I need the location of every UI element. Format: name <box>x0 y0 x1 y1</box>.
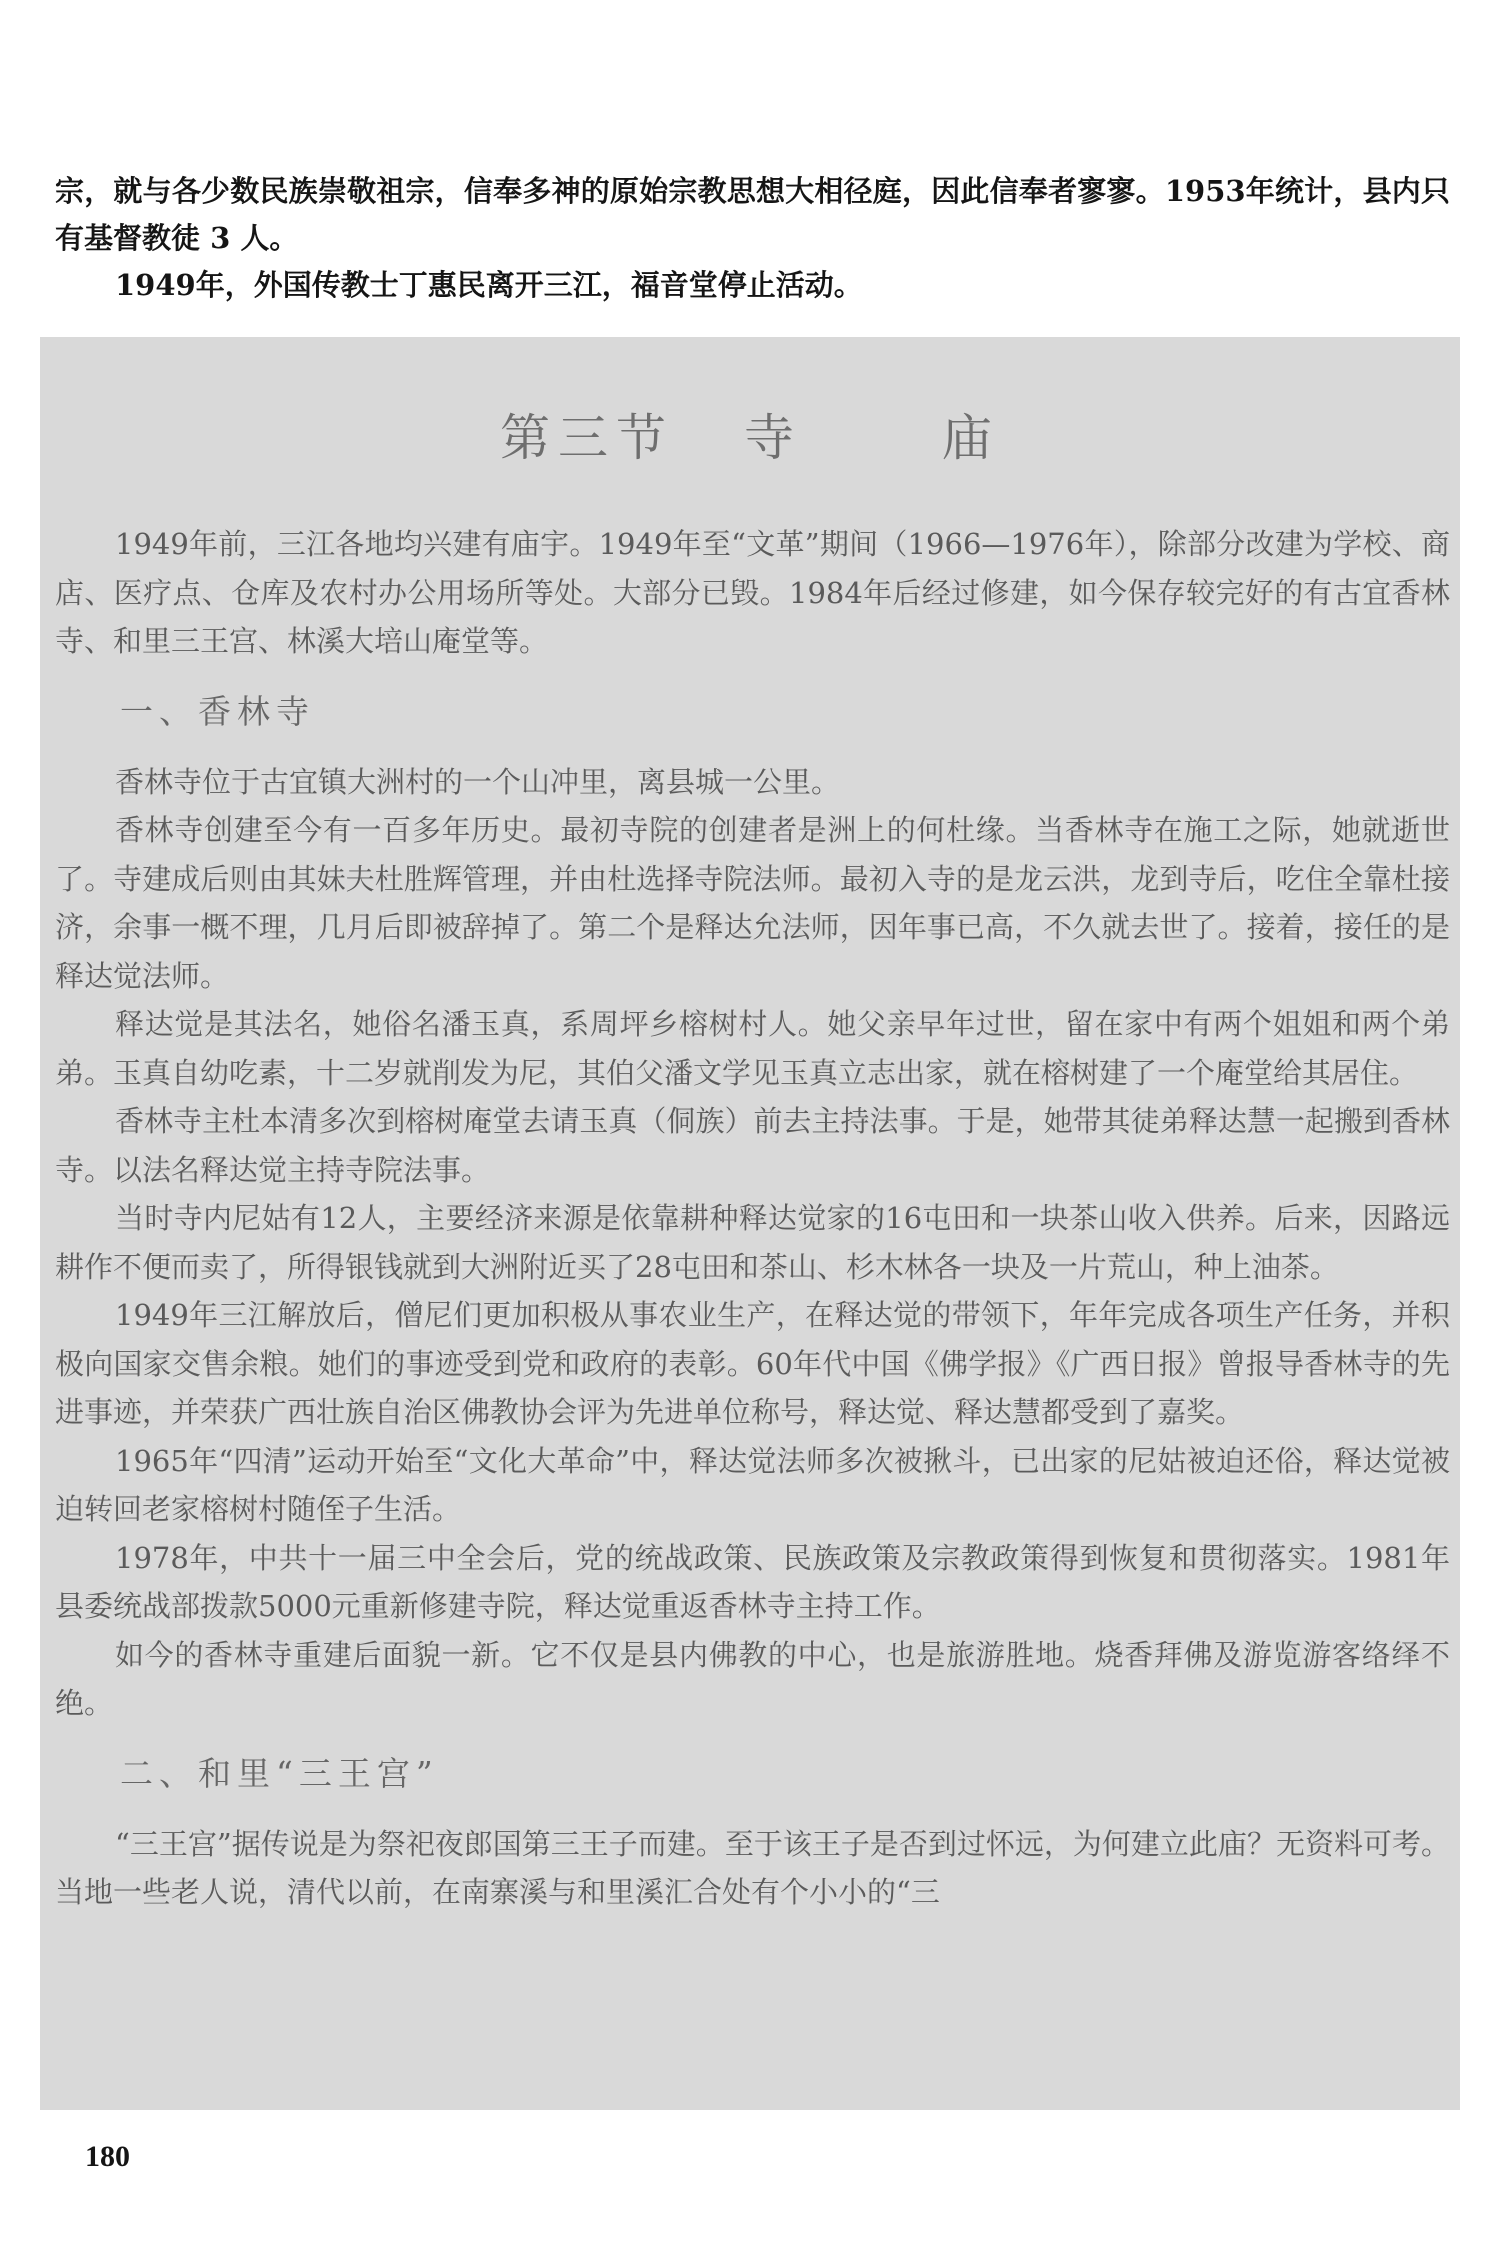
missionary-paragraph: 1949年，外国传教士丁惠民离开三江，福音堂停止活动。 <box>115 268 863 302</box>
paragraph: 1949年三江解放后，僧尼们更加积极从事农业生产，在释达觉的带领下，年年完成各项生产任务，并积极向国家交售余粮。她们的事迹受到党和政府的表彰。60年代中国《佛学报》《广西日报》曾报导香林寺的先进事迹，并荣获广西壮族自治区佛教协会评为先进单位称号，释达觉、释达慧都受到了嘉奖。 <box>55 1298 1450 1429</box>
subsection-heading-sanwang: 二、和里“三王宫” <box>120 1753 439 1793</box>
section-intro: 1949年前，三江各地均兴建有庙宇。1949年至“文革”期间（1966—1976年），除部分改建为学校、商店、医疗点、仓库及农村办公用场所等处。大部分已毁。1984年后经过修建，如今保存较完好的有古宜香林寺、和里三王宫、林溪大培山庵堂等。 <box>55 527 1450 658</box>
paragraph: “三王宫”据传说是为祭祀夜郎国第三王子而建。至于该王子是否到过怀远，为何建立此庙？无资料可考。当地一些老人说，清代以前，在南寨溪与和里溪汇合处有个小小的“三 <box>55 1826 1450 1909</box>
paragraph: 如今的香林寺重建后面貌一新。它不仅是县内佛教的中心，也是旅游胜地。烧香拜佛及游览游客络绎不绝。 <box>55 1637 1450 1720</box>
paragraph: 当时寺内尼姑有12人，主要经济来源是依靠耕种释达觉家的16屯田和一块茶山收入供养。后来，因路远耕作不便而卖了，所得银钱就到大洲附近买了28屯田和茶山、杉木林各一块及一片荒山，种上油茶。 <box>55 1201 1450 1284</box>
section-title <box>0 398 1500 470</box>
paragraph: 释达觉是其法名，她俗名潘玉真，系周坪乡榕树村人。她父亲早年过世，留在家中有两个姐姐和两个弟弟。玉真自幼吃素，十二岁就削发为尼，其伯父潘文学见玉真立志出家，就在榕树建了一个庵堂给其居住。 <box>55 1007 1450 1090</box>
continuation-paragraph: 宗，就与各少数民族崇敬祖宗，信奉多神的原始宗教思想大相径庭，因此信奉者寥寥。1953年统计，县内只有基督教徒 3 人。 <box>55 174 1450 255</box>
section-title-word1: 寺 <box>744 409 802 467</box>
paragraph: 1965年“四清”运动开始至“文化大革命”中，释达觉法师多次被揪斗，已出家的尼姑被迫还俗，释达觉被迫转回老家榕树村随侄子生活。 <box>55 1443 1450 1526</box>
paragraph: 香林寺主杜本清多次到榕树庵堂去请玉真（侗族）前去主持法事。于是，她带其徒弟释达慧一起搬到香林寺。以法名释达觉主持寺院法事。 <box>55 1104 1450 1187</box>
previous-section-text <box>55 168 1450 309</box>
subsection-heading-xianglin: 一、香林寺 <box>120 691 315 731</box>
section-title-number: 第三节 <box>500 409 674 467</box>
paragraph: 1978年，中共十一届三中全会后，党的统战政策、民族政策及宗教政策得到恢复和贯彻落实。1981年县委统战部拨款5000元重新修建寺院，释达觉重返香林寺主持工作。 <box>55 1540 1450 1623</box>
paragraph: 香林寺位于古宜镇大洲村的一个山冲里，离县城一公里。 <box>115 764 841 799</box>
page-number: 180 <box>85 2140 130 2173</box>
paragraph: 香林寺创建至今有一百多年历史。最初寺院的创建者是洲上的何杜缘。当香林寺在施工之际，她就逝世了。寺建成后则由其妹夫杜胜辉管理，并由杜选择寺院法师。最初入寺的是龙云洪，龙到寺后，吃住全靠杜接济，余事一概不理，几月后即被辞掉了。第二个是释达允法师，因年事已高，不久就去世了。接着，接任的是释达觉法师。 <box>55 813 1450 993</box>
section-title-word2: 庙 <box>942 409 1000 467</box>
section-body <box>55 520 1450 1917</box>
